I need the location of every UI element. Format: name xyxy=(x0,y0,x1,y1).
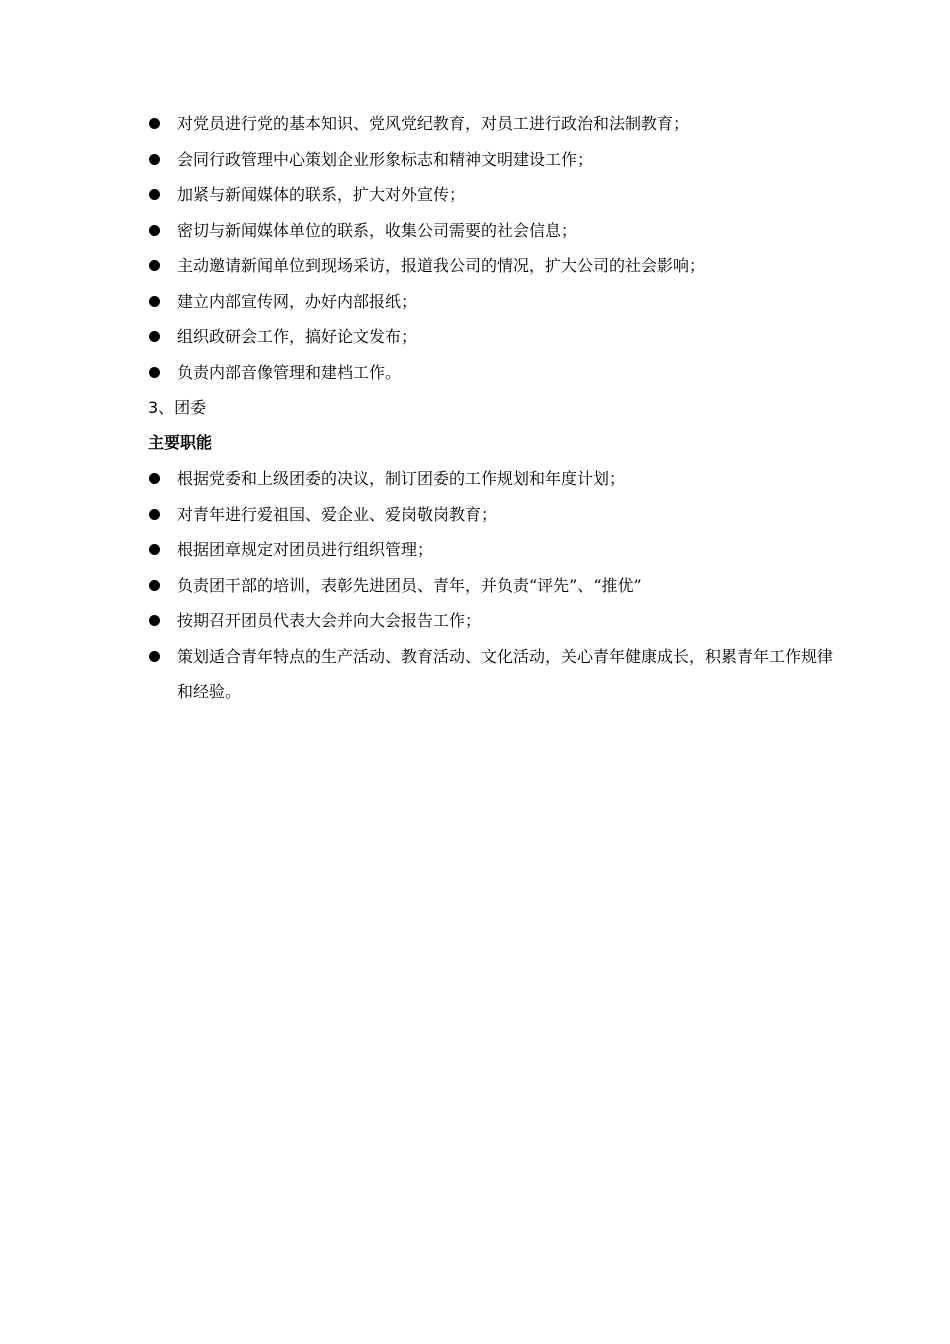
bullet-icon xyxy=(149,260,160,271)
bullet-icon xyxy=(149,367,160,378)
bullet-icon xyxy=(149,580,160,591)
list-item xyxy=(148,106,848,142)
list-item-text: 根据团章规定对团员进行组织管理； xyxy=(177,540,434,559)
bullet-icon xyxy=(149,331,160,342)
list-item-text: 组织政研会工作，搞好论文发布； xyxy=(177,327,418,346)
list-item-text: 根据党委和上级团委的决议，制订团委的工作规划和年度计划； xyxy=(177,469,626,488)
bullet-icon xyxy=(149,651,160,662)
list-item xyxy=(148,355,848,391)
list-item-text: 负责团干部的培训，表彰先进团员、青年，并负责“评先”、“推优” xyxy=(177,575,642,595)
list-item-text: 负责内部音像管理和建档工作。 xyxy=(177,362,402,382)
list-item-text: 对青年进行爱祖国、爱企业、爱岗敬岗教育； xyxy=(177,504,498,524)
list-item xyxy=(148,213,848,249)
bullet-icon xyxy=(149,189,160,200)
list-item xyxy=(148,497,848,533)
list-item-text: 策划适合青年特点的生产活动、教育活动、文化活动，关心青年健康成长，积累青年工作规律和经验。 xyxy=(177,646,834,701)
bullet-icon xyxy=(149,473,160,484)
duties-list-publicity xyxy=(148,106,848,390)
bullet-icon xyxy=(149,615,160,626)
list-item xyxy=(148,142,848,178)
list-item xyxy=(148,248,848,284)
section-title: 3、团委 xyxy=(148,398,207,417)
bullet-icon xyxy=(149,225,160,236)
bullet-icon xyxy=(149,154,160,165)
list-item xyxy=(148,284,848,320)
list-item xyxy=(148,532,848,568)
list-item-text: 按期召开团员代表大会并向大会报告工作； xyxy=(177,611,482,630)
list-item xyxy=(148,177,848,213)
bullet-icon xyxy=(149,118,160,129)
list-item xyxy=(148,319,848,355)
list-item-text: 加紧与新闻媒体的联系，扩大对外宣传； xyxy=(177,185,466,204)
sub-title: 主要职能 xyxy=(148,433,213,452)
bullet-icon xyxy=(149,509,160,520)
list-item xyxy=(148,461,848,497)
list-item-text: 密切与新闻媒体单位的联系，收集公司需要的社会信息； xyxy=(177,220,578,240)
list-item-text: 建立内部宣传网，办好内部报纸； xyxy=(177,291,418,311)
list-item-text: 对党员进行党的基本知识、党风党纪教育，对员工进行政治和法制教育； xyxy=(177,114,690,133)
list-item xyxy=(148,639,848,710)
list-item xyxy=(148,603,848,639)
list-item xyxy=(148,568,848,604)
bullet-icon xyxy=(149,544,160,555)
bullet-icon xyxy=(149,296,160,307)
duties-list-youth-league xyxy=(148,461,848,710)
list-item-text: 主动邀请新闻单位到现场采访，报道我公司的情况，扩大公司的社会影响； xyxy=(177,256,706,275)
list-item-text: 会同行政管理中心策划企业形象标志和精神文明建设工作； xyxy=(177,149,594,169)
